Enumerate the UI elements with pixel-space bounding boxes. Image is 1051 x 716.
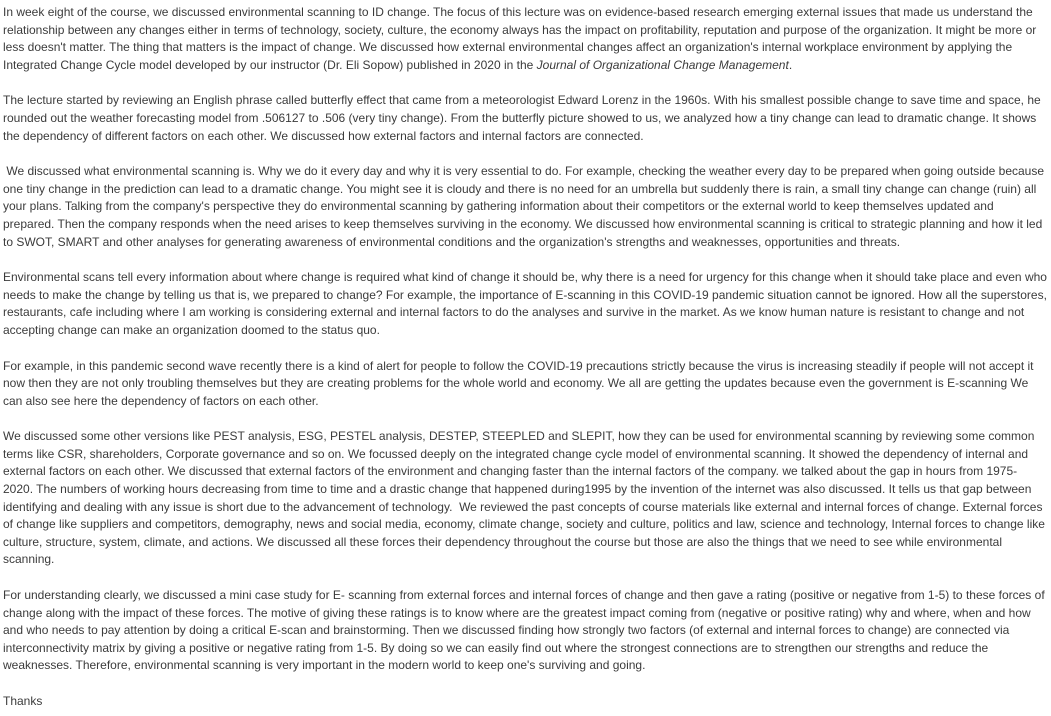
paragraph-environmental-scanning: We discussed what environmental scanning is. Why we do it every day and why it is very essential to do. For example, checking the weather every day to be prepared when going outside because one tiny change in the prediction can lead to a dramatic change. You might see it is cloudy and there is no need for an umbrella but suddenly there is rain, a small tiny change can change (ruin) all your plans. Talking from the company's perspective they do environmental scanning by gathering information about their competitors or the external world to keep themselves updated and prepared. Then the company responds when the need arises to keep themselves surviving in the economy. We discussed how environmental scanning is critical to strategic planning and how it led to SWOT, SMART and other analyses for generating awareness of environmental conditions and the organization's strengths and weaknesses, opportunities and threats. [3,164,1048,249]
paragraph-pandemic-example: For example, in this pandemic second wave recently there is a kind of alert for people to follow the COVID-19 precautions strictly because the virus is increasing steadily if people will not accept it now then they are not only troubling themselves but they are creating problems for the whole world and economy. We all are getting the updates because even the government is E-scanning We can also see here the dependency of factors on each other. [3,358,1034,408]
paragraph-analysis-versions: We discussed some other versions like PEST analysis, ESG, PESTEL analysis, DESTEP, STEEPLED and SLEPIT, how they can be used for environmental scanning by reviewing some common terms like CSR, shareholders, Corporate governance and so on. We focussed deeply on the integrated change cycle model of environmental scanning. It showed the dependency of internal and external factors on each other. We discussed that external factors of the environment and changing faster than the internal factors of the company. we talked about the gap in hours from 1975-2020. The numbers of working hours decreasing from time to time and a drastic change that happened during1995 by the invention of the internet was also discussed. It tells us that gap between identifying and dealing with any issue is short due to the advancement of technology. We reviewed the past concepts of course materials like external and internal forces of change. External forces of change like suppliers and competitors, demography, news and social media, economy, climate change, society and culture, politics and law, science and technology, Internal forces to change like culture, structure, system, climate, and actions. We discussed all these forces their dependency throughout the course but those are also the things that we need to see while environmental scanning. [3,429,1049,567]
paragraph-butterfly-effect: The lecture started by reviewing an English phrase called butterfly effect that came from a meteorologist Edward Lorenz in the 1960s. With his smallest possible change to save time and space, he rounded out the weather forecasting model from .506127 to .506 (very tiny change). From the butterfly picture showed to us, we analyzed how a tiny change can lead to dramatic change. It shows the dependency of different factors on each other. We discussed how external factors and internal factors are connected. [3,93,1041,143]
paragraph-intro-end: . [788,57,793,72]
paragraph-environmental-scans: Environmental scans tell every information about where change is required what kind of change it should be, why there is a need for urgency for this change when it should take place and even who needs to make the change by telling us that is, we prepared to change? For example, the importance of E-scanning in this COVID-19 pandemic situation cannot be ignored. How all the superstores, restaurants, cafe including where I am working is considering external and internal factors to do the analyses and survive in the market. As we know human nature is resistant to change and not accepting change can make an organization doomed to the status quo. [3,270,1047,337]
paragraph-intro [3,4,1047,74]
journal-title: Journal of Organizational Change Management [536,57,789,72]
closing-thanks: Thanks [3,694,43,708]
paragraph-intro-text: In week eight of the course, we discussed environmental scanning to ID change. The focus of this lecture was on evidence-based research emerging external issues that made us understand the relationship between any changes either in terms of technology, society, culture, the economy always has the impact on profitability, reputation and purpose of the organization. It might be more or less doesn't matter. The thing that matters is the impact of change. We discussed how external environmental changes affect an organization's internal workplace environment by applying the Integrated Change Cycle model developed by our instructor (Dr. Eli Sopow) published in 2020 in the [3,5,1037,72]
paragraph-case-study: For understanding clearly, we discussed a mini case study for E- scanning from external forces and internal forces of change and then gave a rating (positive or negative from 1-5) to these forces of change along with the impact of these forces. The motive of giving these ratings is to know where are the greatest impact coming from (negative or positive rating) why and where, when and how and who needs to pay attention by doing a critical E-scan and brainstorming. Then we discussed finding how strongly two factors (of external and internal forces to change) are connected via interconnectivity matrix by giving a positive or negative rating from 1-5. By doing so we can easily find out where the strongest connections are to strengthen our strengths and reduce the weaknesses. Therefore, environmental scanning is very important in the modern world to keep one's surviving and going. [3,588,1045,673]
